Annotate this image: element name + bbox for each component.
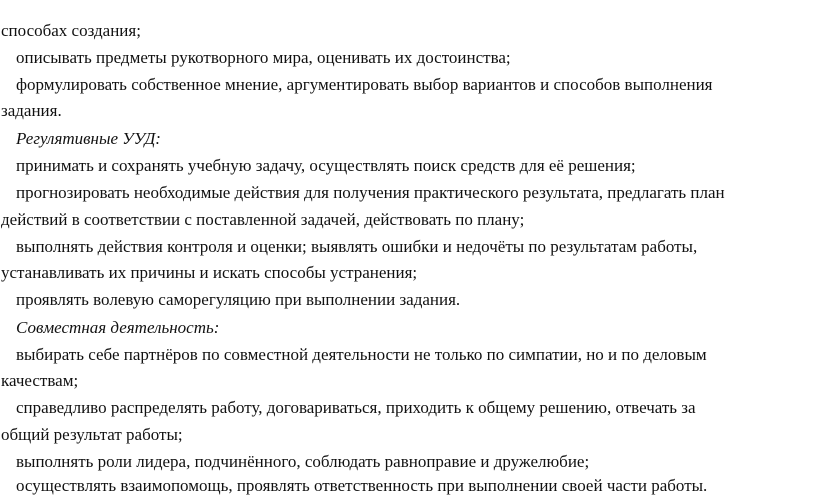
- text-line: способах создания;: [1, 21, 141, 40]
- text-line: принимать и сохранять учебную задачу, осуществлять поиск средств для её решения;: [16, 156, 636, 175]
- text-line: качествам;: [1, 371, 79, 390]
- section-heading-joint-activity: Совместная деятельность:: [16, 318, 220, 337]
- text-line: выполнять действия контроля и оценки; выявлять ошибки и недочёты по результатам работы,: [16, 237, 698, 256]
- text-line: описывать предметы рукотворного мира, оценивать их достоинства;: [16, 48, 511, 67]
- text-line: проявлять волевую саморегуляцию при выполнении задания.: [16, 290, 461, 309]
- text-line: осуществлять взаимопомощь, проявлять ответственность при выполнении своей части работы.: [16, 476, 708, 495]
- text-line: выполнять роли лидера, подчинённого, соблюдать равноправие и дружелюбие;: [16, 452, 590, 471]
- text-line: устанавливать их причины и искать способы устранения;: [1, 263, 418, 282]
- text-line: общий результат работы;: [1, 425, 183, 444]
- text-line: действий в соответствии с поставленной задачей, действовать по плану;: [1, 210, 525, 229]
- text-line: формулировать собственное мнение, аргументировать выбор вариантов и способов выполнения: [16, 75, 713, 94]
- text-line: выбирать себе партнёров по совместной деятельности не только по симпатии, но и по деловым: [16, 345, 707, 364]
- text-line: прогнозировать необходимые действия для получения практического результата, предлагать план: [16, 183, 725, 202]
- section-heading-regulatory: Регулятивные УУД:: [16, 129, 161, 148]
- text-line: справедливо распределять работу, договариваться, приходить к общему решению, отвечать за: [16, 398, 696, 417]
- text-line: задания.: [1, 101, 62, 120]
